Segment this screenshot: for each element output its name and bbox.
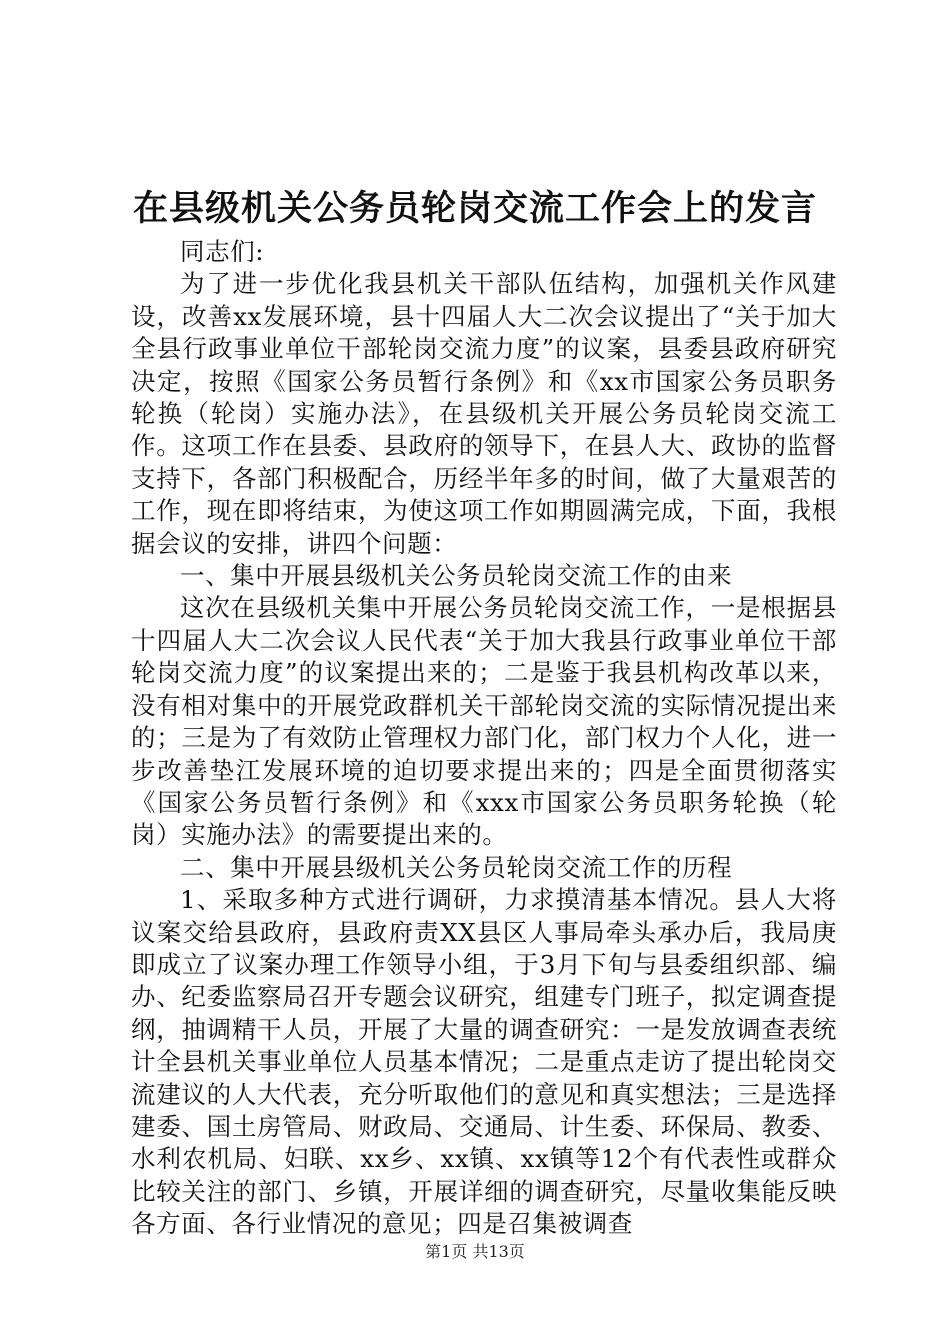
- body-paragraph: 这次在县级机关集中开展公务员轮岗交流工作，一是根据县十四届人大二次会议人民代表“关于加大我县行政事业单位干部轮岗交流力度”的议案提出来的；二是鉴于我县机构改革以来，没有相对集中的开展党政群机关干部轮岗交流的实际情况提出来的；三是为了有效防止管理权力部门化，部门权力个人化，进一步改善垫江发展环境的迫切要求提出来的；四是全面贯彻落实《国家公务员暂行条例》和《xxx市国家公务员职务轮换（轮岗）实施办法》的需要提出来的。: [131, 593, 837, 850]
- page-number-footer: 第1页 共13页: [425, 1242, 525, 1261]
- body-paragraph: 1、采取多种方式进行调研，力求摸清基本情况。县人大将议案交给县政府，县政府责XX县区人事局牵头承办后，我局庚即成立了议案办理工作领导小组，于3月下旬与县委组织部、编办、纪委监察局召开专题会议研究，组建专门班子，拟定调查提纲，抽调精干人员，开展了大量的调查研究：一是发放调查表统计全县机关事业单位人员基本情况；二是重点走访了提出轮岗交流建议的人大代表，充分听取他们的意见和真实想法；三是选择建委、国土房管局、财政局、交通局、计生委、环保局、教委、水利农机局、妇联、xx乡、xx镇、xx镇等12个有代表性或群众比较关注的部门、乡镇，开展详细的调查研究，尽量收集能反映各方面、各行业情况的意见；四是召集被调查: [131, 885, 837, 1239]
- salutation-paragraph: 同志们:: [180, 237, 265, 266]
- section-heading: 二、集中开展县级机关公务员轮岗交流工作的历程: [180, 852, 733, 882]
- document-body: [131, 236, 837, 1241]
- document-title: 在县级机关公务员轮岗交流工作会上的发言: [132, 188, 817, 229]
- section-heading: 一、集中开展县级机关公务员轮岗交流工作的由来: [180, 561, 733, 591]
- body-paragraph: 为了进一步优化我县机关干部队伍结构，加强机关作风建设，改善xx发展环境，县十四届人大二次会议提出了“关于加大全县行政事业单位干部轮岗交流力度”的议案，县委县政府研究决定，按照《国家公务员暂行条例》和《xx市国家公务员职务轮换（轮岗）实施办法》，在县级机关开展公务员轮岗交流工作。这项工作在县委、县政府的领导下，在县人大、政协的监督支持下，各部门积极配合，历经半年多的时间，做了大量艰苦的工作，现在即将结束，为使这项工作如期圆满完成，下面，我根据会议的安排，讲四个问题：: [131, 269, 837, 558]
